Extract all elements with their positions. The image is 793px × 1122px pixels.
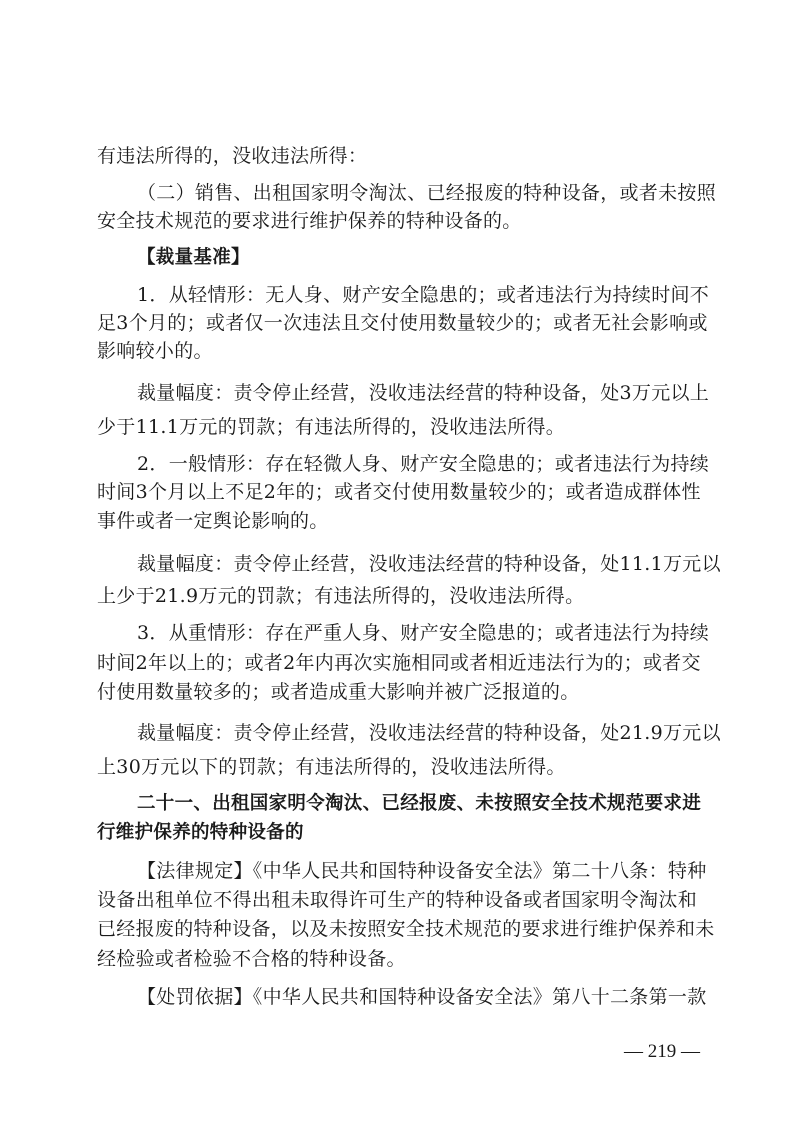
body-line: 经检验或者检验不合格的特种设备。: [97, 948, 406, 970]
body-line: 1．从轻情形：无人身、财产安全隐患的；或者违法行为持续时间不: [137, 284, 710, 306]
penalty-basis-line: 【处罚依据】《中华人民共和国特种设备安全法》第八十二条第一款: [137, 986, 707, 1008]
body-line: 裁量幅度：责令停止经营，没收违法经营的特种设备，处11.1万元以: [137, 553, 721, 575]
body-line: （二）销售、出租国家明令淘汰、已经报废的特种设备，或者未按照: [137, 182, 717, 204]
body-line: 事件或者一定舆论影响的。: [97, 510, 329, 532]
body-line: 影响较小的。: [97, 340, 213, 362]
body-line: 上少于21.9万元的罚款；有违法所得的，没收违法所得。: [97, 585, 585, 607]
body-line: 裁量幅度：责令停止经营，没收违法经营的特种设备，处21.9万元以: [137, 722, 721, 744]
body-line: 时间3个月以上不足2年的；或者交付使用数量较少的；或者造成群体性: [97, 481, 701, 503]
body-line: 3．从重情形：存在严重人身、财产安全隐患的；或者违法行为持续: [137, 622, 710, 644]
item-heading: 二十一、出租国家明令淘汰、已经报废、未按照安全技术规范要求进: [137, 793, 702, 814]
body-line: 安全技术规范的要求进行维护保养的特种设备的。: [97, 210, 522, 232]
body-line: 裁量幅度：责令停止经营，没收违法经营的特种设备，处3万元以上: [137, 382, 710, 404]
body-line: 付使用数量较多的；或者造成重大影响并被广泛报道的。: [97, 681, 580, 703]
page-number: — 219 —: [624, 1041, 700, 1062]
body-line: 时间2年以上的；或者2年内再次实施相同或者相近违法行为的；或者交: [97, 652, 701, 674]
body-line: 上30万元以下的罚款；有违法所得的，没收违法所得。: [97, 756, 566, 778]
body-line: 足3个月的；或者仅一次违法且交付使用数量较少的；或者无社会影响或: [97, 312, 708, 334]
body-line: 2．一般情形：存在轻微人身、财产安全隐患的；或者违法行为持续: [137, 453, 710, 475]
law-provision-line: 【法律规定】《中华人民共和国特种设备安全法》第二十八条：特种: [137, 860, 707, 882]
item-heading: 行维护保养的特种设备的: [97, 822, 304, 843]
body-line: 有违法所得的，没收违法所得：: [97, 145, 368, 167]
body-line: 设备出租单位不得出租未取得许可生产的特种设备或者国家明令淘汰和: [97, 889, 697, 911]
body-line: 已经报废的特种设备，以及未按照安全技术规范的要求进行维护保养和未: [97, 918, 715, 940]
section-heading: 【裁量基准】: [137, 247, 250, 268]
body-line: 少于11.1万元的罚款；有违法所得的，没收违法所得。: [97, 416, 566, 438]
